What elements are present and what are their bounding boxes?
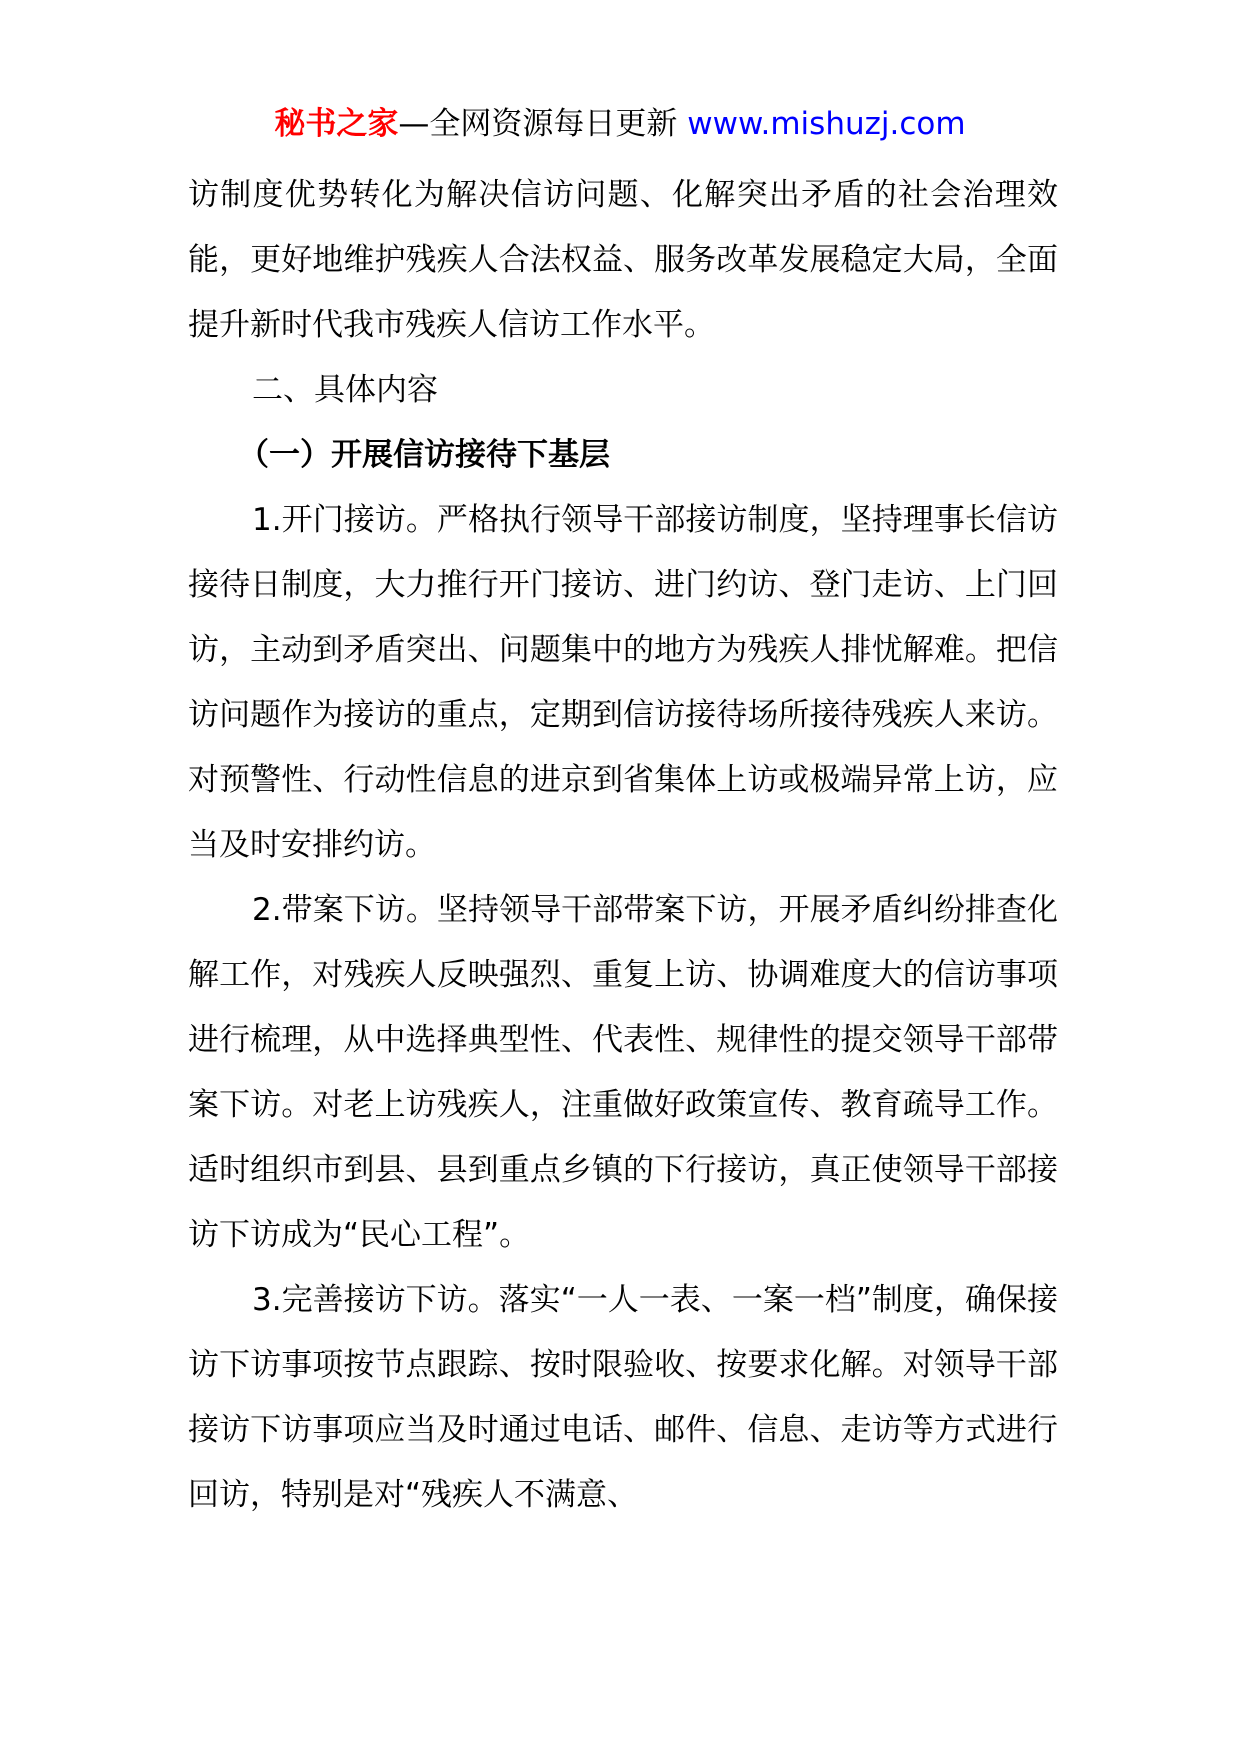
paragraph-improve-visits: 3.完善接访下访。落实“一人一表、一案一档”制度，确保接访下访事项按节点跟踪、按时限验收、按要求化解。对领导干部接访下访事项应当及时通过电话、邮件、信息、走访等方式进行回访，特别是对“残疾人不满意、 bbox=[188, 1282, 1058, 1513]
header-brand: 秘书之家 bbox=[274, 106, 399, 142]
section-heading: 二、具体内容 bbox=[252, 372, 438, 408]
subsection-heading: （一）开展信访接待下基层 bbox=[238, 437, 610, 473]
document-body bbox=[188, 163, 1058, 1528]
header-slogan: —全网资源每日更新 bbox=[398, 106, 678, 142]
paragraph-open-door-visits: 1.开门接访。严格执行领导干部接访制度，坚持理事长信访接待日制度，大力推行开门接访、进门约访、登门走访、上门回访，主动到矛盾突出、问题集中的地方为残疾人排忧解难。把信访问题作为接访的重点，定期到信访接待场所接待残疾人来访。对预警性、行动性信息的进京到省集体上访或极端异常上访，应当及时安排约访。 bbox=[188, 502, 1058, 863]
paragraph-continuation: 访制度优势转化为解决信访问题、化解突出矛盾的社会治理效能，更好地维护残疾人合法权益、服务改革发展稳定大局，全面提升新时代我市残疾人信访工作水平。 bbox=[188, 177, 1058, 343]
page-header bbox=[0, 100, 1240, 148]
header-url[interactable]: www.mishuzj.com bbox=[687, 106, 966, 142]
paragraph-case-visits: 2.带案下访。坚持领导干部带案下访，开展矛盾纠纷排查化解工作，对残疾人反映强烈、重复上访、协调难度大的信访事项进行梳理，从中选择典型性、代表性、规律性的提交领导干部带案下访。对老上访残疾人，注重做好政策宣传、教育疏导工作。适时组织市到县、县到重点乡镇的下行接访，真正使领导干部接访下访成为“民心工程”。 bbox=[188, 892, 1058, 1253]
